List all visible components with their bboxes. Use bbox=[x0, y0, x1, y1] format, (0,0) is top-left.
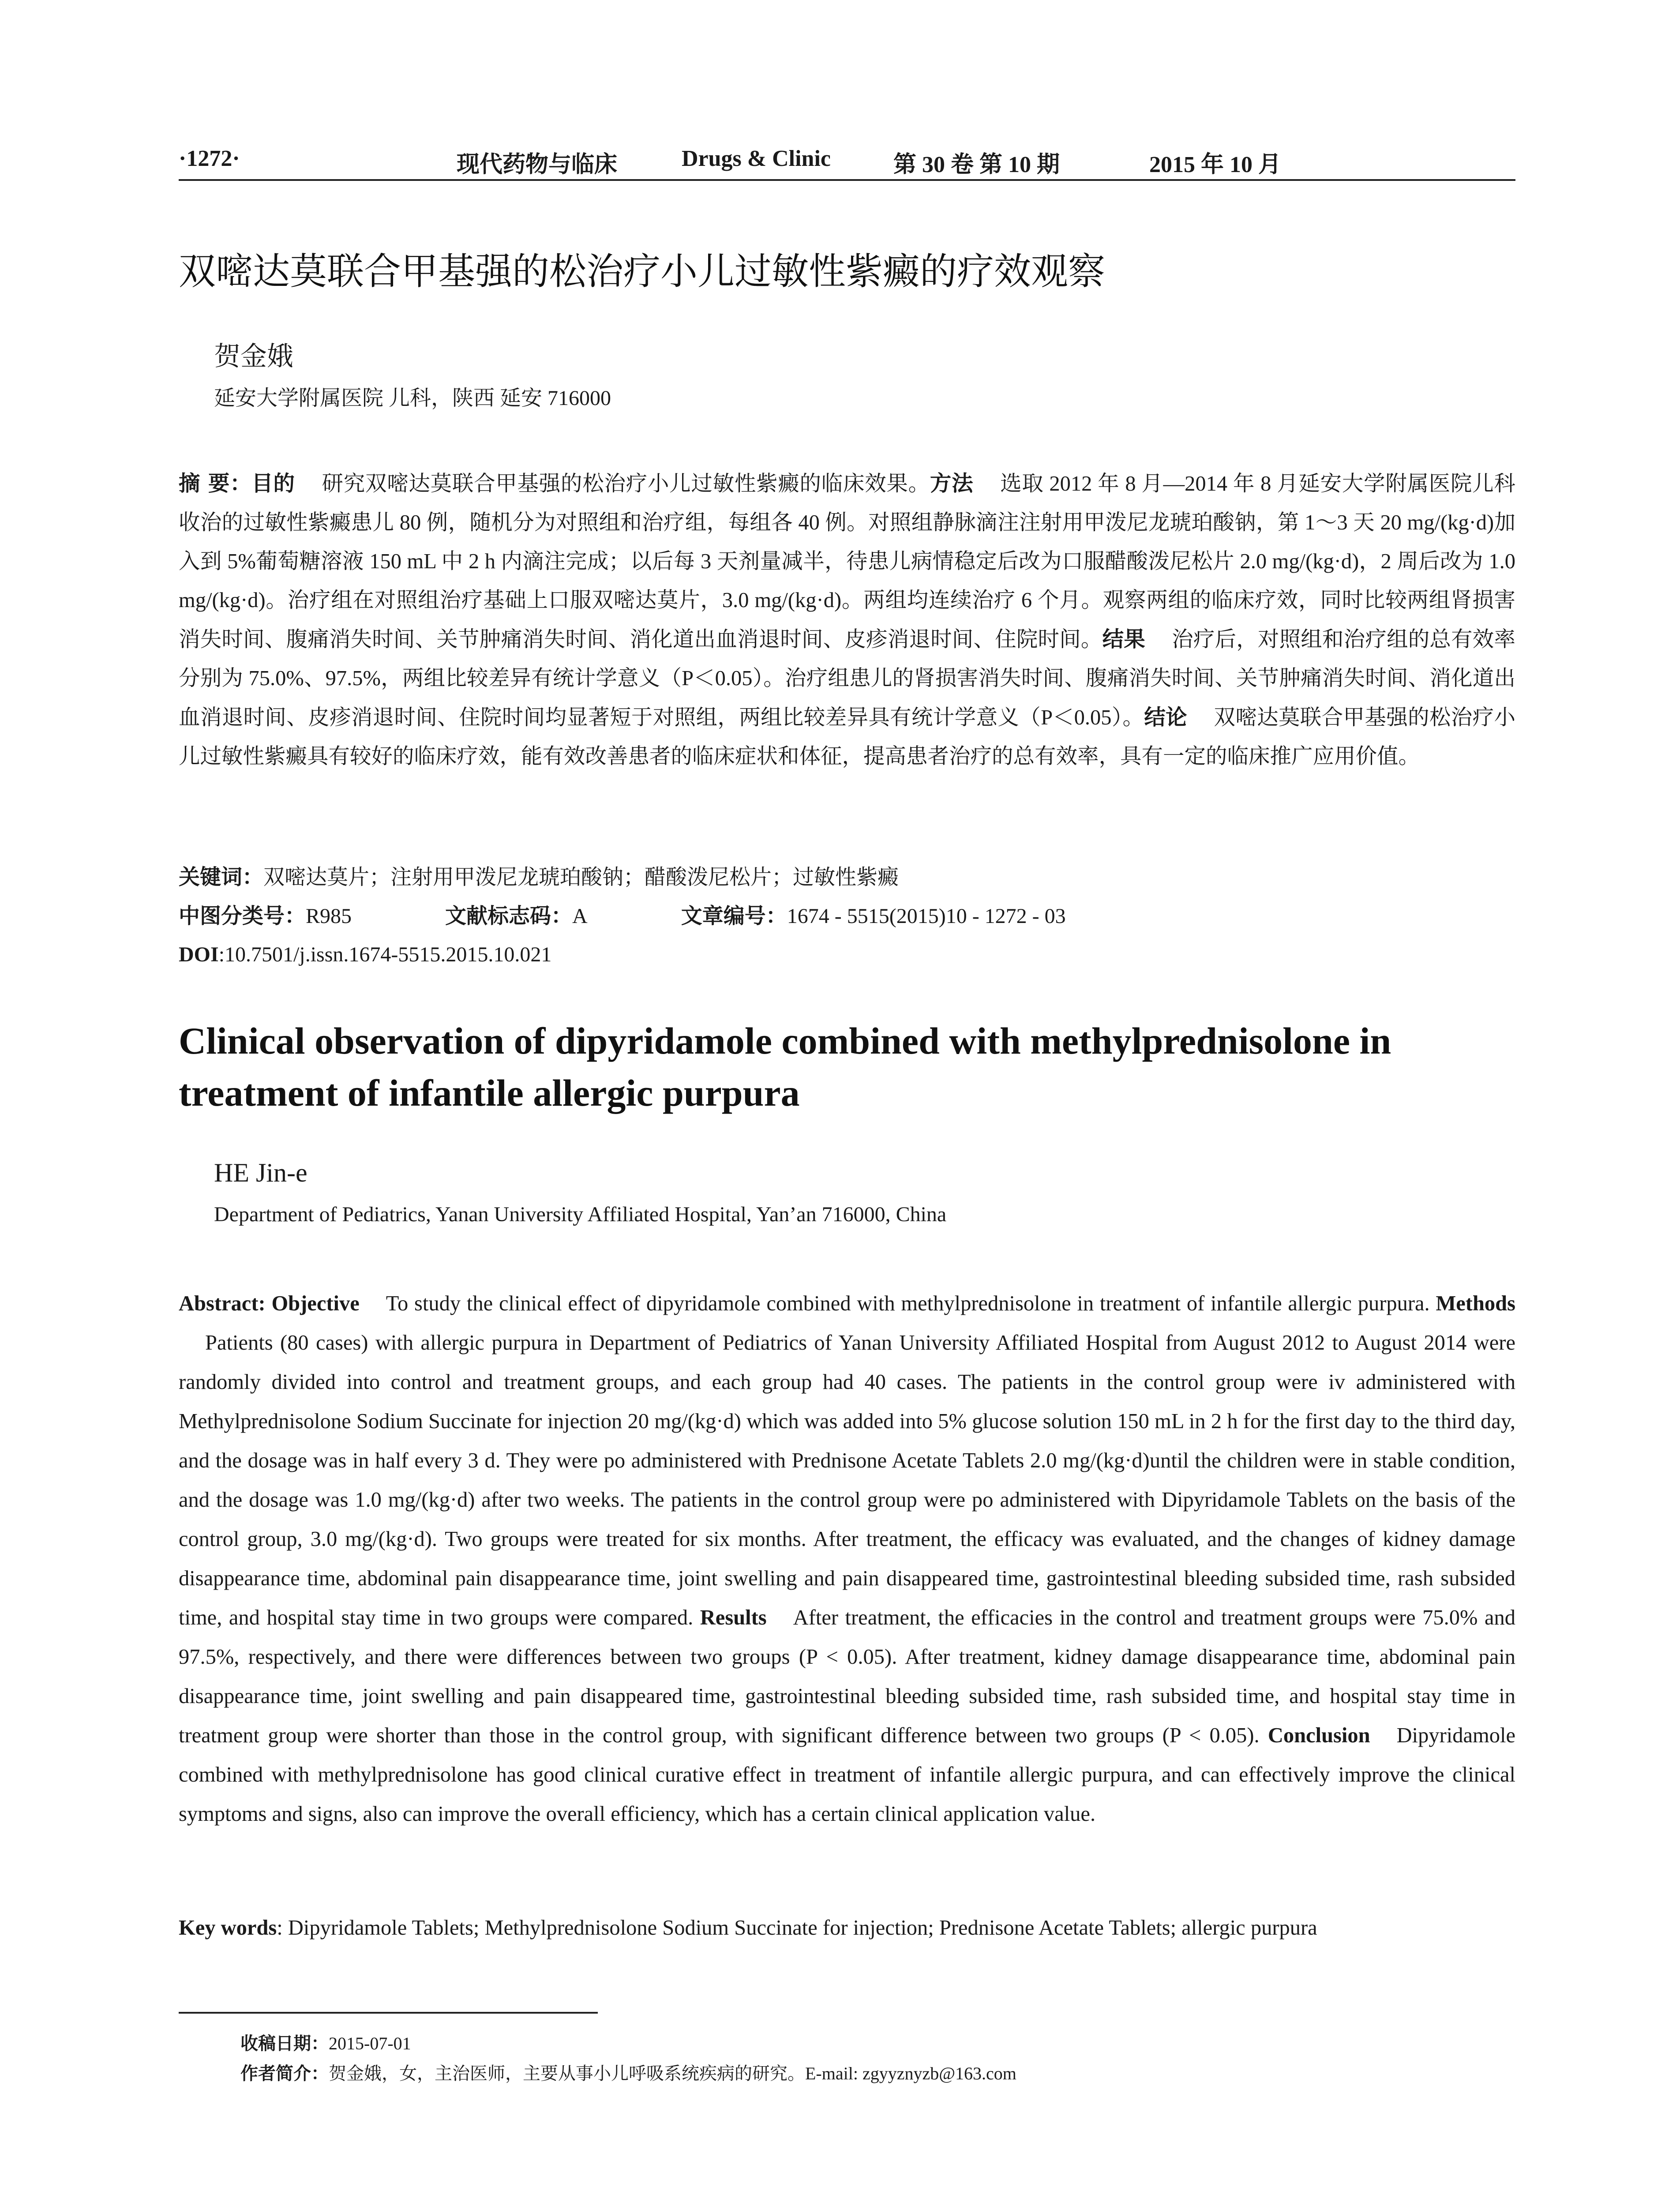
footnote-divider bbox=[179, 2012, 598, 2014]
keywords-cn bbox=[179, 859, 1515, 895]
author-info-label: 作者简介： bbox=[240, 2063, 329, 2084]
conclusion-label-cn: 结论 bbox=[1144, 705, 1188, 730]
doi-value: :10.7501/j.issn.1674-5515.2015.10.021 bbox=[218, 943, 552, 966]
affiliation-cn: 延安大学附属医院 儿科，陕西 延安 716000 bbox=[214, 386, 611, 410]
article-no-item bbox=[681, 898, 1066, 934]
objective-label-en: Objective bbox=[271, 1292, 360, 1315]
author-cn: 贺金娥 bbox=[214, 341, 293, 372]
clc-label: 中图分类号： bbox=[179, 904, 306, 928]
running-header bbox=[179, 142, 1515, 181]
keywords-en bbox=[179, 1910, 1515, 1946]
affiliation-en: Department of Pediatrics, Yanan University Affiliated Hospital, Yan’an 716000, China bbox=[214, 1203, 947, 1226]
footnote-received bbox=[240, 2030, 411, 2058]
methods-label-en: Methods bbox=[1436, 1292, 1516, 1315]
received-label: 收稿日期： bbox=[240, 2033, 329, 2054]
abstract-label-en: Abstract: bbox=[179, 1292, 266, 1315]
results-text-en: After treatment, the efficacies in the control and treatment groups were 75.0% and 97.5%, respectively, and there were differences between two groups (P < 0.05). After treatment, kidney damage disappearance time, abdominal pain disappearance time, joint swelling and pain disappeared time, gastrointestinal bleeding subsided time, rash subsided time, and hospital stay time in treatment group were shorter than those in the control group, with significant difference between two groups (P < 0.05). bbox=[179, 1606, 1515, 1747]
results-label-cn: 结果 bbox=[1102, 627, 1145, 652]
doc-code-label: 文献标志码： bbox=[445, 904, 573, 928]
keywords-text-cn: 双嘧达莫片；注射用甲泼尼龙琥珀酸钠；醋酸泼尼松片；过敏性紫癜 bbox=[263, 866, 899, 889]
journal-date: 2015 年 10 月 bbox=[1149, 152, 1282, 177]
title-en: Clinical observation of dipyridamole combined with methylprednisolone in treatment of infantile allergic purpura bbox=[179, 1020, 1391, 1114]
doi-label: DOI bbox=[179, 943, 219, 966]
author-info-text: 贺金娥，女，主治医师，主要从事小儿呼吸系统疾病的研究。E-mail: zgyyznyzb@163.com bbox=[329, 2063, 1016, 2083]
conclusion-text-cn: 双嘧达莫联合甲基强的松治疗小儿过敏性紫癜具有较好的临床疗效，能有效改善患者的临床症状和体征，提高患者治疗的总有效率，具有一定的临床推广应用价值。 bbox=[179, 706, 1515, 768]
results-label-en: Results bbox=[700, 1606, 767, 1629]
title-cn: 双嘧达莫联合甲基强的松治疗小儿过敏性紫癜的疗效观察 bbox=[179, 250, 1106, 293]
received-date: 2015-07-01 bbox=[329, 2033, 411, 2053]
abstract-label-cn: 摘 要： bbox=[179, 471, 252, 496]
journal-name-cn: 现代药物与临床 bbox=[457, 152, 618, 177]
methods-label-cn: 方法 bbox=[930, 471, 974, 496]
objective-text-en: To study the clinical effect of dipyridamole combined with methylprednisolone in treatment of infantile allergic purpura. bbox=[386, 1292, 1430, 1315]
clc-value: R985 bbox=[306, 904, 352, 928]
objective-text-cn: 研究双嘧达莫联合甲基强的松治疗小儿过敏性紫癜的临床效果。 bbox=[321, 472, 930, 495]
keywords-text-en: : Dipyridamole Tablets; Methylprednisolone Sodium Succinate for injection; Prednisone Acetate Tablets; allergic purpura bbox=[277, 1916, 1317, 1940]
doc-code-value: A bbox=[572, 904, 588, 928]
doc-code-item bbox=[445, 898, 588, 934]
footnote-author-info bbox=[240, 2060, 1016, 2088]
journal-issue: 第 30 卷 第 10 期 bbox=[893, 152, 1060, 177]
results-text-cn: 治疗后，对照组和治疗组的总有效率分别为 75.0%、97.5%，两组比较差异有统计学意义（P＜0.05）。治疗组患儿的肾损害消失时间、腹痛消失时间、关节肿痛消失时间、消化道出血消退时间、皮疹消退时间、住院时间均显著短于对照组，两组比较差异具有统计学意义（P＜0.05）。 bbox=[179, 628, 1515, 729]
article-no-value: 1674 - 5515(2015)10 - 1272 - 03 bbox=[787, 904, 1066, 928]
methods-text-cn: 选取 2012 年 8 月—2014 年 8 月延安大学附属医院儿科收治的过敏性紫癜患儿 80 例，随机分为对照组和治疗组，每组各 40 例。对照组静脉滴注注射用甲泼尼龙琥珀酸钠，第 1～3 天 20 mg/(kg·d)加入到 5%葡萄糖溶液 150 mL 中 2 h 内滴注完成；以后每 3 天剂量减半，待患儿病情稳定后改为口服醋酸泼尼松片 2.0 mg/(kg·d)，2 周后改为 1.0 mg/(kg·d)。治疗组在对照组治疗基础上口服双嘧达莫片，3.0 mg/(kg·d)。两组均连续治疗 6 个月。观察两组的临床疗效，同时比较两组肾损害消失时间、腹痛消失时间、关节肿痛消失时间、消化道出血消退时间、皮疹消退时间、住院时间。 bbox=[179, 472, 1515, 651]
doi-line bbox=[179, 937, 551, 972]
methods-text-en: Patients (80 cases) with allergic purpura in Department of Pediatrics of Yanan University Affiliated Hospital from August 2012 to August 2014 were randomly divided into control and treatment groups, and each group had 40 cases. The patients in the control group were iv administered with Methylprednisolone Sodium Succinate for injection 20 mg/(kg·d) which was added into 5% glucose solution 150 mL in 2 h for the first day to the third day, and the dosage was in half every 3 d. They were po administered with Prednisone Acetate Tablets 2.0 mg/(kg·d)until the children were in stable condition, and the dosage was 1.0 mg/(kg·d) after two weeks. The patients in the control group were po administered with Dipyridamole Tablets on the basis of the control group, 3.0 mg/(kg·d). Two groups were treated for six months. After treatment, the efficacy was evaluated, and the changes of kidney damage disappearance time, abdominal pain disappearance time, joint swelling and pain disappeared time, gastrointestinal bleeding subsided time, rash subsided time, and hospital stay time in two groups were compared. bbox=[179, 1331, 1515, 1629]
author-en: HE Jin-e bbox=[214, 1158, 308, 1187]
keywords-label-cn: 关键词： bbox=[179, 865, 264, 889]
conclusion-text-en: Dipyridamole combined with methylprednisolone has good clinical curative effect in treatment of infantile allergic purpura, and can effectively improve the clinical symptoms and signs, also can improve the overall efficiency, which has a certain clinical application value. bbox=[179, 1724, 1515, 1826]
abstract-cn bbox=[179, 464, 1515, 776]
journal-name-en: Drugs & Clinic bbox=[682, 146, 831, 171]
conclusion-label-en: Conclusion bbox=[1268, 1724, 1370, 1747]
classification-line bbox=[179, 898, 1515, 934]
clc-item bbox=[179, 898, 352, 934]
article-no-label: 文章编号： bbox=[681, 904, 787, 928]
page-number: ·1272· bbox=[179, 146, 240, 171]
abstract-en bbox=[179, 1284, 1515, 1834]
keywords-label-en: Key words bbox=[179, 1916, 277, 1940]
objective-label-cn: 目的 bbox=[251, 471, 295, 496]
